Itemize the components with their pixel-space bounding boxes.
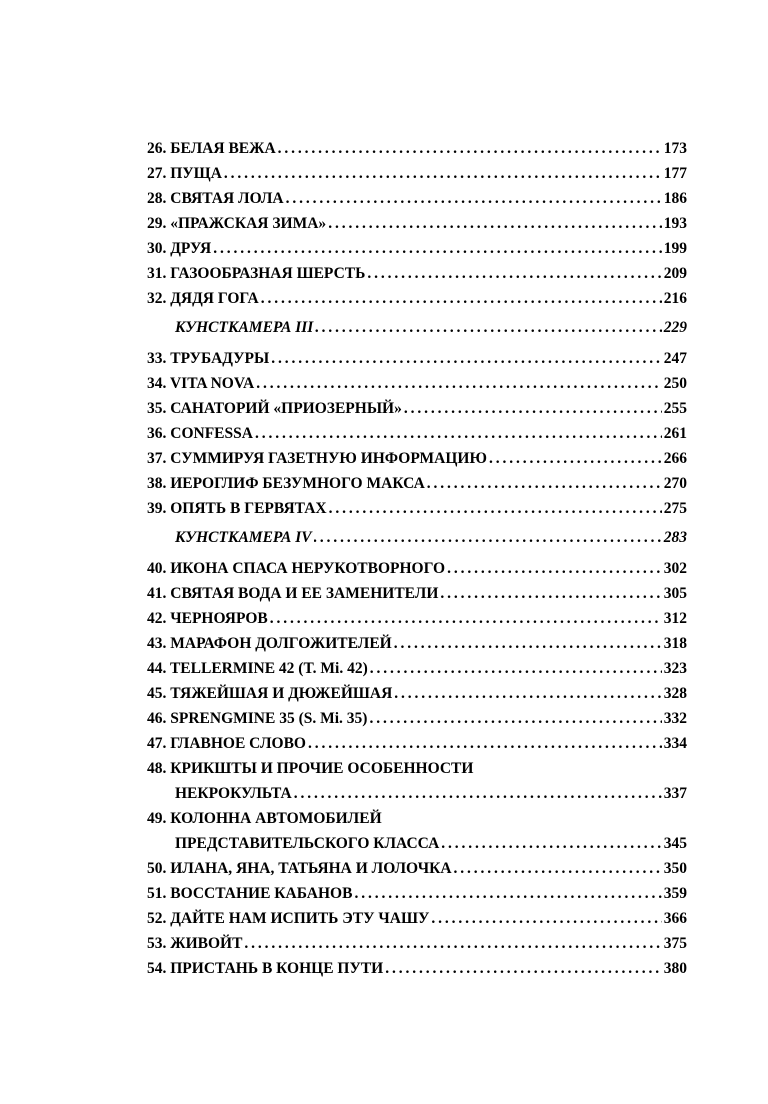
- toc-entry-line: [147, 806, 687, 831]
- dot-leader: [314, 525, 662, 550]
- entry-page-number: 323: [663, 660, 687, 677]
- entry-page-number: 366: [663, 910, 687, 927]
- entry-page-number: 305: [663, 585, 687, 602]
- dot-leader: [370, 656, 662, 681]
- dot-leader: [431, 906, 661, 931]
- entry-page-number: 216: [663, 290, 687, 307]
- entry-page-number: 261: [663, 425, 687, 442]
- dot-leader: [224, 161, 662, 186]
- entry-page-number: 332: [663, 710, 687, 727]
- dot-leader: [454, 856, 662, 881]
- dot-leader: [394, 681, 661, 706]
- dot-leader: [369, 706, 661, 731]
- entry-page-number: 302: [663, 560, 687, 577]
- entry-page-number: 318: [663, 635, 687, 652]
- toc-entry: [147, 346, 687, 371]
- entry-title-continuation: НЕКРОКУЛЬТА: [175, 785, 292, 802]
- entry-title: 44. TELLERMINE 42 (T. Mi. 42): [147, 660, 368, 677]
- entry-title: 26. БЕЛАЯ ВЕЖА: [147, 140, 276, 157]
- entry-title: КУНСТКАМЕРА IV: [175, 529, 312, 546]
- dot-leader: [441, 831, 661, 856]
- dot-leader: [354, 881, 661, 906]
- entry-title: 54. ПРИСТАНЬ В КОНЦЕ ПУТИ: [147, 960, 384, 977]
- toc-entry: [147, 656, 687, 681]
- dot-leader: [294, 781, 662, 806]
- toc-entry: [147, 286, 687, 311]
- entry-title: 37. СУММИРУЯ ГАЗЕТНУЮ ИНФОРМАЦИЮ: [147, 450, 487, 467]
- dot-leader: [278, 136, 662, 161]
- entry-title: 35. САНАТОРИЙ «ПРИОЗЕРНЫЙ»: [147, 400, 402, 417]
- entry-title: 38. ИЕРОГЛИФ БЕЗУМНОГО МАКСА: [147, 475, 425, 492]
- entry-page-number: 380: [663, 960, 687, 977]
- dot-leader: [329, 496, 662, 521]
- entry-page-number: 375: [663, 935, 687, 952]
- entry-title: 40. ИКОНА СПАСА НЕРУКОТВОРНОГО: [147, 560, 446, 577]
- entry-title: 42. ЧЕРНОЯРОВ: [147, 610, 268, 627]
- entry-title: 41. СВЯТАЯ ВОДА И ЕЕ ЗАМЕНИТЕЛИ: [147, 585, 439, 602]
- toc-entry: [147, 906, 687, 931]
- dot-leader: [385, 956, 662, 981]
- dot-leader: [404, 396, 662, 421]
- dot-leader: [255, 421, 662, 446]
- toc-entry: [147, 261, 687, 286]
- entry-title: 29. «ПРАЖСКАЯ ЗИМА»: [147, 215, 327, 232]
- toc-entry: [147, 496, 687, 521]
- entry-page-number: 334: [663, 735, 687, 752]
- dot-leader: [213, 236, 662, 261]
- entry-page-number: 328: [663, 685, 687, 702]
- entry-title: 48. КРИКШТЫ И ПРОЧИЕ ОСОБЕННОСТИ: [147, 760, 474, 777]
- toc-entry: [147, 731, 687, 756]
- toc-entry: [147, 471, 687, 496]
- entry-page-number: 266: [663, 450, 687, 467]
- entry-page-number: 345: [663, 835, 687, 852]
- entry-title: 47. ГЛАВНОЕ СЛОВО: [147, 735, 306, 752]
- toc-entry: [147, 931, 687, 956]
- entry-page-number: 312: [663, 610, 687, 627]
- toc-entry: [147, 856, 687, 881]
- entry-page-number: 283: [663, 529, 687, 546]
- entry-title: 34. VITA NOVA: [147, 375, 255, 392]
- entry-page-number: 255: [663, 400, 687, 417]
- entry-title: 52. ДАЙТЕ НАМ ИСПИТЬ ЭТУ ЧАШУ: [147, 910, 430, 927]
- toc-entry: [147, 161, 687, 186]
- dot-leader: [308, 731, 662, 756]
- toc-entry-line: [147, 756, 687, 781]
- entry-title: 30. ДРУЯ: [147, 240, 212, 257]
- dot-leader: [270, 606, 662, 631]
- entry-title: 43. МАРАФОН ДОЛГОЖИТЕЛЕЙ: [147, 635, 392, 652]
- dot-leader: [427, 471, 662, 496]
- toc-section-entry: [147, 315, 687, 342]
- entry-page-number: 209: [663, 265, 687, 282]
- dot-leader: [261, 286, 662, 311]
- dot-leader: [394, 631, 662, 656]
- entry-page-number: 229: [663, 319, 687, 336]
- dot-leader: [256, 371, 662, 396]
- entry-page-number: 177: [663, 165, 687, 182]
- entry-page-number: 350: [663, 860, 687, 877]
- toc-entry: [147, 186, 687, 211]
- entry-title: 31. ГАЗООБРАЗНАЯ ШЕРСТЬ: [147, 265, 366, 282]
- toc-entry-continuation: [147, 831, 687, 856]
- entry-title: 53. ЖИВОЙТ: [147, 935, 243, 952]
- entry-page-number: 275: [663, 500, 687, 517]
- entry-title: 32. ДЯДЯ ГОГА: [147, 290, 259, 307]
- toc-entry: [147, 606, 687, 631]
- toc-entry: [147, 706, 687, 731]
- toc-entry: [147, 236, 687, 261]
- toc-entry: [147, 371, 687, 396]
- entry-page-number: 359: [663, 885, 687, 902]
- toc-entry: [147, 421, 687, 446]
- dot-leader: [489, 446, 662, 471]
- toc-entry: [147, 956, 687, 981]
- entry-title: 33. ТРУБАДУРЫ: [147, 350, 270, 367]
- dot-leader: [286, 186, 662, 211]
- entry-title-continuation: ПРЕДСТАВИТЕЛЬСКОГО КЛАССА: [175, 835, 440, 852]
- toc-entry: [147, 136, 687, 161]
- entry-page-number: 186: [663, 190, 687, 207]
- entry-title: 46. SPRENGMINE 35 (S. Mi. 35): [147, 710, 368, 727]
- entry-title: 49. КОЛОННА АВТОМОБИЛЕЙ: [147, 810, 382, 827]
- entry-page-number: 270: [663, 475, 687, 492]
- toc-entry: [147, 631, 687, 656]
- toc-entry: [147, 396, 687, 421]
- dot-leader: [367, 261, 661, 286]
- entry-page-number: 193: [663, 215, 687, 232]
- entry-title: 45. ТЯЖЕЙШАЯ И ДЮЖЕЙШАЯ: [147, 685, 393, 702]
- entry-title: КУНСТКАМЕРА III: [175, 319, 314, 336]
- entry-page-number: 247: [663, 350, 687, 367]
- toc-entry: [147, 211, 687, 236]
- toc-section-entry: [147, 525, 687, 552]
- toc-entry: [147, 681, 687, 706]
- entry-page-number: 250: [663, 375, 687, 392]
- toc-entry: [147, 881, 687, 906]
- entry-title: 28. СВЯТАЯ ЛОЛА: [147, 190, 284, 207]
- table-of-contents: [147, 136, 687, 981]
- entry-title: 39. ОПЯТЬ В ГЕРВЯТАХ: [147, 500, 327, 517]
- toc-entry: [147, 556, 687, 581]
- toc-entry: [147, 446, 687, 471]
- entry-page-number: 199: [663, 240, 687, 257]
- dot-leader: [328, 211, 662, 236]
- dot-leader: [440, 581, 661, 606]
- dot-leader: [271, 346, 662, 371]
- dot-leader: [447, 556, 662, 581]
- dot-leader: [244, 931, 661, 956]
- entry-page-number: 337: [663, 785, 687, 802]
- entry-title: 50. ИЛАНА, ЯНА, ТАТЬЯНА И ЛОЛОЧКА: [147, 860, 452, 877]
- entry-page-number: 173: [663, 140, 687, 157]
- dot-leader: [315, 315, 661, 340]
- toc-entry: [147, 581, 687, 606]
- entry-title: 36. CONFESSA: [147, 425, 253, 442]
- entry-title: 27. ПУЩА: [147, 165, 222, 182]
- entry-title: 51. ВОССТАНИЕ КАБАНОВ: [147, 885, 353, 902]
- toc-entry-continuation: [147, 781, 687, 806]
